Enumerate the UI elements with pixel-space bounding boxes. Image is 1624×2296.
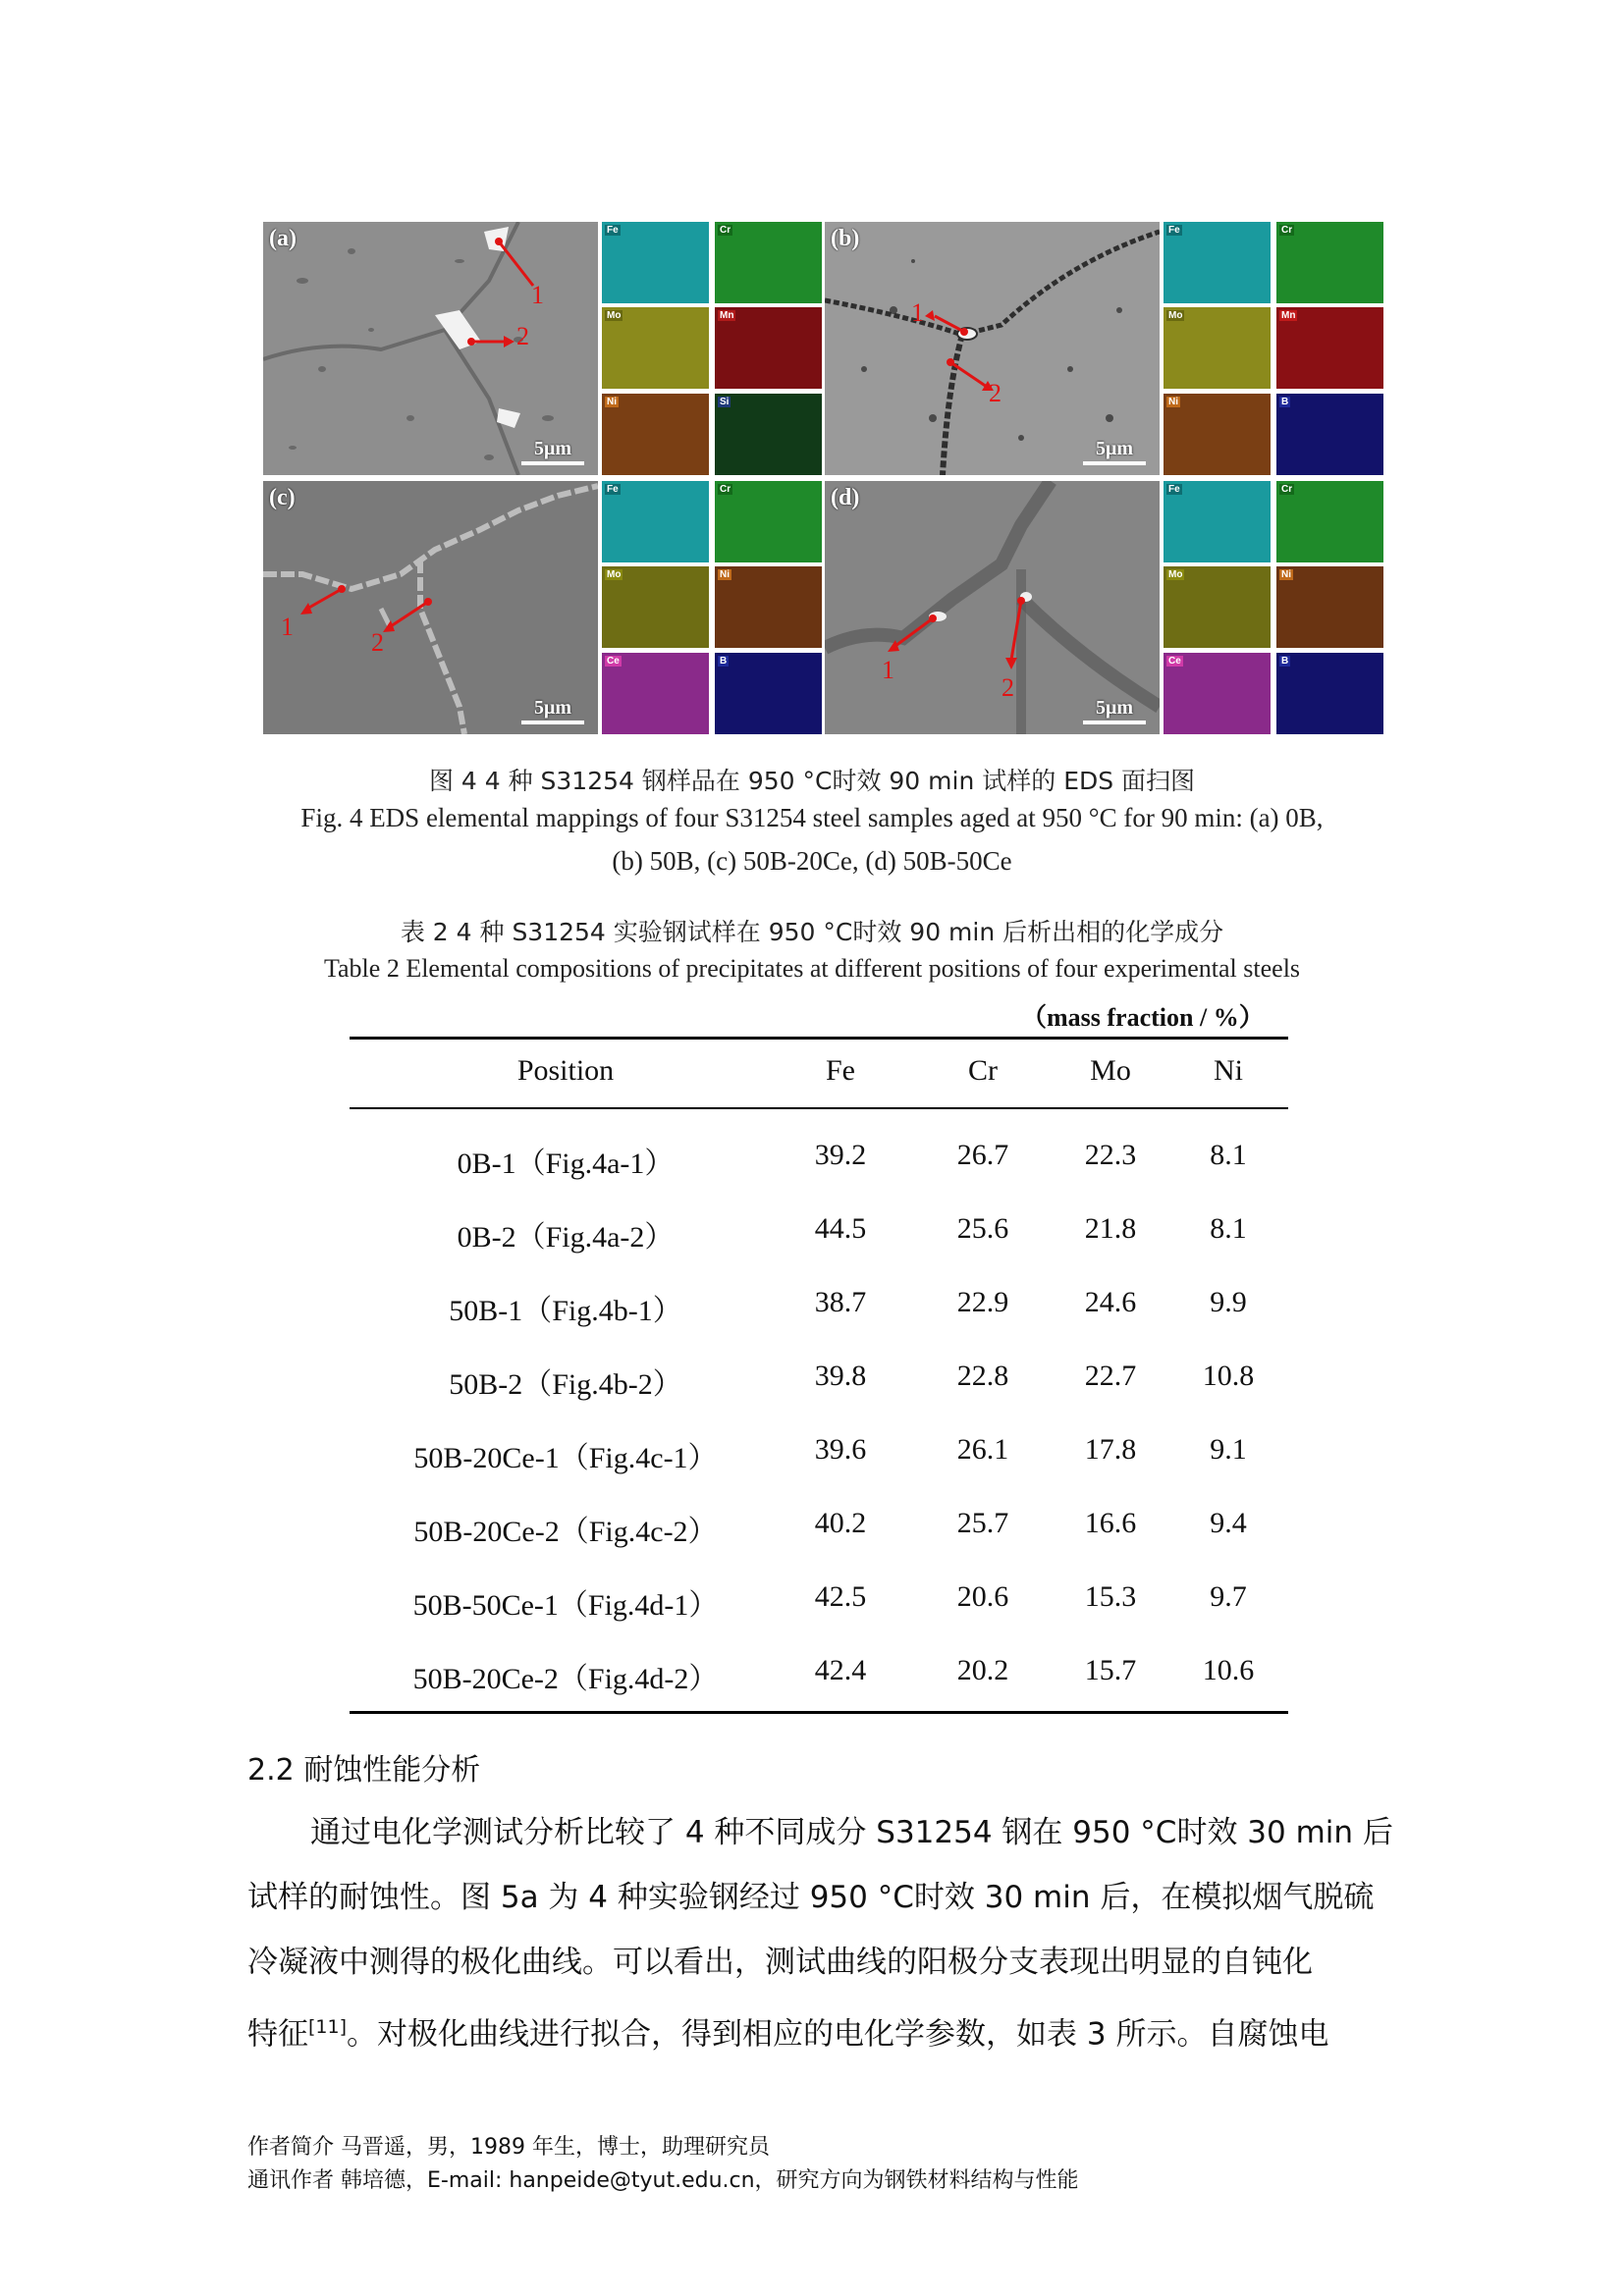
map-mn: Mn [1276,307,1383,389]
table-cell-value: 10.6 [1202,1654,1255,1686]
table-caption-en: Table 2 Elemental compositions of precipitates at different positions of four experimental steels [323,954,1301,983]
eds-maps-d [1164,481,1383,734]
marker-2: 2 [1001,673,1014,702]
sem-image-a [263,222,598,475]
map-ce: Ce [602,653,709,734]
table-cell-value: 20.6 [956,1580,1009,1613]
map-cr: Cr [715,481,822,562]
table-caption-cn: 表 2 4 种 S31254 实验钢试样在 950 °C时效 90 min 后析出相的化学成分 [400,918,1224,946]
eds-maps-b [1164,222,1383,475]
marker-1: 1 [281,613,294,641]
table-top-rule [350,1037,1288,1040]
table-cell-value: 26.1 [956,1433,1009,1466]
header-ni: Ni [1214,1054,1243,1087]
table-cell-value: 38.7 [814,1286,867,1318]
figure-4 [263,222,1384,734]
map-cr: Cr [1276,222,1383,303]
table-cell-value: 10.8 [1202,1360,1255,1392]
map-cr: Cr [715,222,822,303]
table-cell-value: 22.8 [956,1360,1009,1392]
table-cell-value: 20.2 [956,1654,1009,1686]
table-cell-value: 26.7 [956,1139,1009,1171]
header-cr: Cr [968,1054,998,1087]
map-ce: Ce [1164,653,1271,734]
header-fe: Fe [826,1054,855,1087]
table-cell-value: 44.5 [814,1212,867,1245]
marker-2: 2 [371,628,384,657]
table-cell-value: 9.9 [1210,1286,1247,1318]
table-cell-value: 15.7 [1084,1654,1137,1686]
table-cell-value: 9.4 [1210,1507,1247,1539]
figure-caption-en-line2: (b) 50B, (c) 50B-20Ce, (d) 50B-50Ce [612,846,1012,876]
table-cell-value: 39.6 [814,1433,867,1466]
sem-image-d [825,481,1160,734]
table-cell-position: 50B-20Ce-2（Fig.4c-2） [413,1516,718,1548]
table-cell-value: 8.1 [1210,1139,1247,1171]
table-cell-value: 22.3 [1084,1139,1137,1171]
figure-caption-en-line1: Fig. 4 EDS elemental mappings of four S31254 steel samples aged at 950 °C for 90 min: (a) 0B, [300,803,1324,832]
table-cell-position: 0B-2（Fig.4a-2） [457,1221,675,1254]
author-info: 作者简介 马晋遥，男，1989 年生，博士，助理研究员 [247,2135,770,2160]
table-cell-value: 9.7 [1210,1580,1247,1613]
marker-2: 2 [989,379,1001,407]
map-ni: Ni [1276,566,1383,648]
sem-image-c [263,481,598,734]
table-cell-value: 22.9 [956,1286,1009,1318]
panel-label: (d) [831,485,860,510]
panel-label: (c) [269,485,296,510]
map-mo: Mo [602,307,709,389]
table-cell-value: 25.6 [956,1212,1009,1245]
table-cell-value: 24.6 [1084,1286,1137,1318]
table-cell-value: 42.4 [814,1654,867,1686]
table-cell-value: 39.2 [814,1139,867,1171]
table-cell-value: 15.3 [1084,1580,1137,1613]
paragraph-line: 通过电化学测试分析比较了 4 种不同成分 S31254 钢在 950 °C时效 30 min 后 [310,1815,1393,1850]
scale-bar: 5μm [521,697,584,724]
map-b: B [1276,394,1383,475]
table-cell-value: 16.6 [1084,1507,1137,1539]
panel-label: (a) [269,226,297,251]
table-cell-value: 25.7 [956,1507,1009,1539]
marker-1: 1 [531,281,544,309]
map-cr: Cr [1276,481,1383,562]
table-cell-position: 50B-20Ce-2（Fig.4d-2） [412,1663,719,1695]
table-cell-value: 21.8 [1084,1212,1137,1245]
sem-image-b [825,222,1160,475]
eds-maps-a [602,222,822,475]
eds-maps-c [602,481,822,734]
map-fe: Fe [1164,222,1271,303]
table-cell-value: 39.8 [814,1360,867,1392]
table-cell-value: 17.8 [1084,1433,1137,1466]
marker-2: 2 [516,322,529,350]
section-heading: 2.2 耐蚀性能分析 [247,1753,481,1788]
panel-label: (b) [831,226,860,251]
table-cell-position: 50B-20Ce-1（Fig.4c-1） [413,1442,718,1474]
table-cell-value: 42.5 [814,1580,867,1613]
scale-bar: 5μm [521,438,584,465]
map-mo: Mo [602,566,709,648]
marker-1: 1 [882,656,894,684]
figure-caption-cn: 图 4 4 种 S31254 钢样品在 950 °C时效 90 min 试样的 EDS 面扫图 [428,767,1196,795]
map-b: B [1276,653,1383,734]
map-si: Si [715,394,822,475]
map-ni: Ni [1164,394,1271,475]
paragraph-line: 冷凝液中测得的极化曲线。可以看出，测试曲线的阳极分支表现出明显的自钝化 [247,1945,1313,1980]
scale-bar: 5μm [1083,697,1146,724]
map-fe: Fe [1164,481,1271,562]
map-mo: Mo [1164,307,1271,389]
map-mn: Mn [715,307,822,389]
map-mo: Mo [1164,566,1271,648]
paragraph-line: 试样的耐蚀性。图 5a 为 4 种实验钢经过 950 °C时效 30 min 后，在模拟烟气脱硫 [247,1880,1375,1915]
table-cell-position: 50B-2（Fig.4b-2） [449,1368,682,1401]
header-position: Position [516,1054,615,1087]
table-cell-value: 40.2 [814,1507,867,1539]
map-b: B [715,653,822,734]
table-header-rule [350,1107,1288,1109]
table-cell-position: 0B-1（Fig.4a-1） [457,1148,675,1180]
map-ni: Ni [715,566,822,648]
reference-citation[interactable]: [11] [308,2016,348,2038]
table-cell-value: 22.7 [1084,1360,1137,1392]
marker-1: 1 [911,298,924,327]
table-unit: （mass fraction / %） [1021,1003,1265,1032]
map-fe: Fe [602,222,709,303]
map-fe: Fe [602,481,709,562]
table-cell-value: 8.1 [1210,1212,1247,1245]
table-bottom-rule [350,1711,1288,1714]
paragraph-line: 特征[11]。对极化曲线进行拟合，得到相应的电化学参数，如表 3 所示。自腐蚀电 [247,2016,1329,2053]
table-cell-value: 9.1 [1210,1433,1247,1466]
scale-bar: 5μm [1083,438,1146,465]
table-cell-position: 50B-50Ce-1（Fig.4d-1） [412,1589,719,1622]
map-ni: Ni [602,394,709,475]
header-mo: Mo [1090,1054,1131,1087]
table-cell-position: 50B-1（Fig.4b-1） [449,1295,682,1327]
corresponding-author: 通讯作者 韩培德，E-mail: hanpeide@tyut.edu.cn，研究方向为钢铁材料结构与性能 [247,2168,1079,2193]
